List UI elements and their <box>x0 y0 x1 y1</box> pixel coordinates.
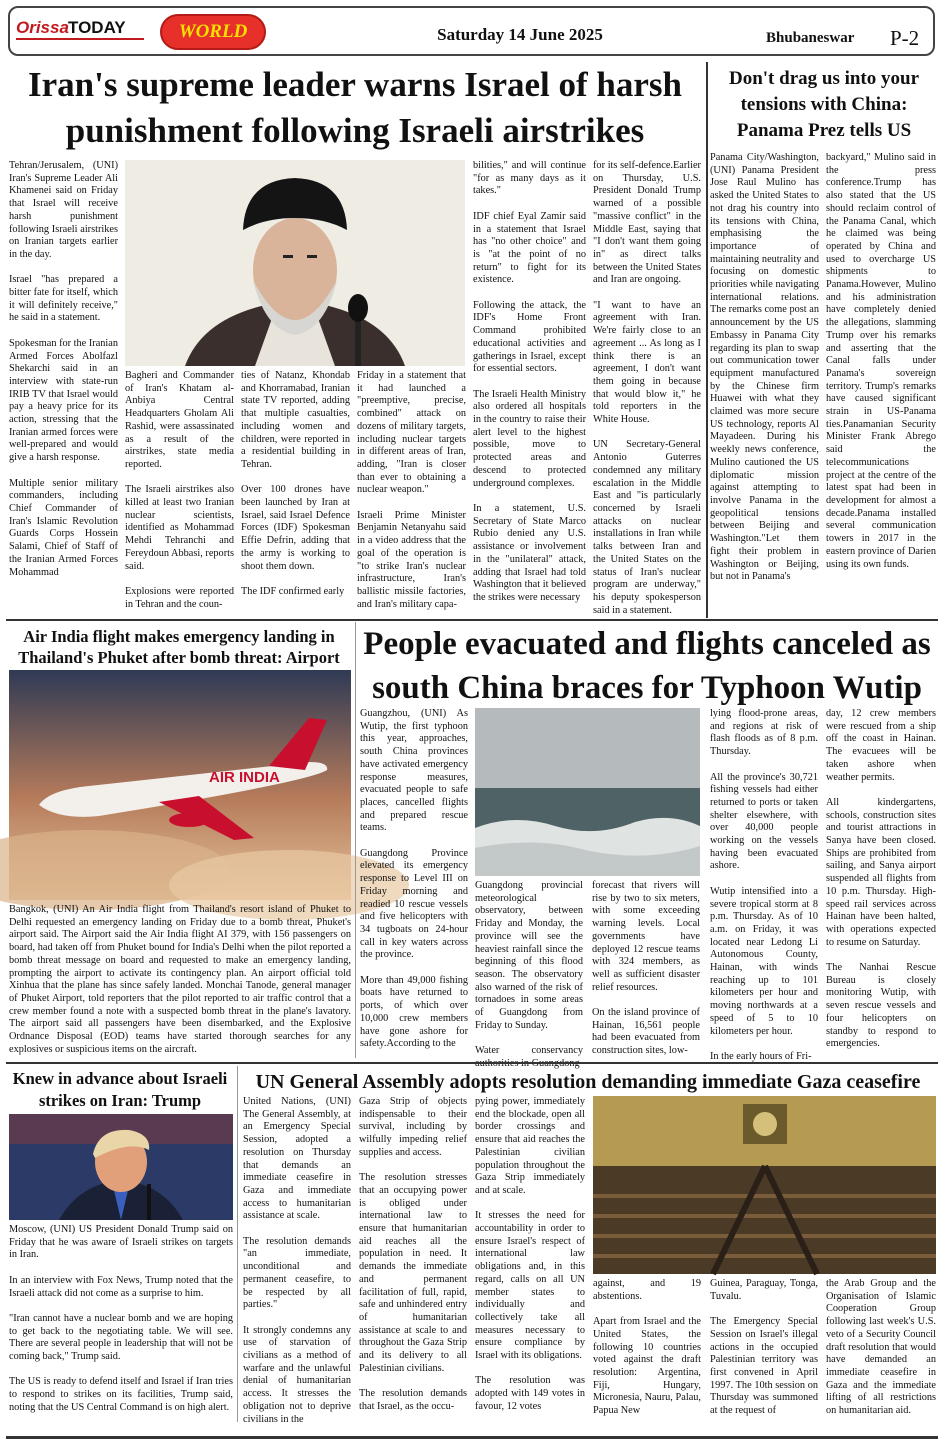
headline-air-india: Air India flight makes emergency landing in Thailand's Phuket after bomb threat: Airport <box>18 627 340 667</box>
article-iran-col2: Bagheri and Commander of Iran's Khatam al-Anbiya Central Headquarters Gholam Ali Rashid, were assassinated as a result of the airstrikes, state media reported. The Israeli airstrikes also killed at least two Iranian nuclear scientists, identified as Mohammad Mehdi Tehranchi and Fereydoun Abbasi, reports said. Explosions were reported in Tehran and the coun- <box>125 370 234 610</box>
article-iran-col1: Tehran/Jerusalem, (UNI) Iran's Supreme Leader Ali Khamenei said on Friday that Israel will receive harsh punishment following Israeli airstrikes on Iranian targets earlier in the day. Israel "has prepared a bitter fate for itself, which it will definitely receive," he said in a statement. Spokesman for the Iranian Armed Forces Abolfazl Shekarchi said in an interview with state-run IRIB TV that Israel would pay a heavy price for its action, stressing that the Iranian armed forces were well-prepared and would give a harsh response. Multiple senior military commanders, including Chief Commander of Iran's Islamic Revolution Guards Corps Hossein Salami, Chief of Staff of the Iranian Armed Forces Mohammad <box>9 160 118 578</box>
page-number: P-2 <box>890 26 920 50</box>
article-gaza-col1: United Nations, (UNI) The General Assembly, at an Emergency Special Session, adopted a resolution on Thursday that demands an immediate ceasefire in Gaza and immediate access to humanitarian assistance at scale. The resolution demands "an immediate, unconditional and permanent ceasefire, to be respected by all parties." It strongly condemns any use of starvation of civilians as a method of warfare and the unlawful denial of humanitarian access. It stresses the obligation not to deprive civilians in the <box>243 1096 351 1425</box>
article-gaza-col6: the Arab Group and the Organisation of Islamic Cooperation Group following last week's U.S. veto of a Security Council draft resolution that would have demanded an immediate ceasefire in Gaza and the immediate lifting of all restrictions on humanitarian aid. <box>826 1278 936 1417</box>
article-gaza-col4: against, and 19 abstentions. Apart from Israel and the United States, the following 10 countries voted against the draft resolution: Argentina, Fiji, Hungary, Micronesia, Nauru, Palau, Papua New <box>593 1278 701 1417</box>
section-rule <box>6 1062 938 1064</box>
section-rule <box>6 619 938 621</box>
air-india-photo <box>9 670 351 900</box>
article-typhoon-col5: day, 12 crew members were rescued from a ship off the coast in Hainan. The evacuees will be taken ashore when weather permits. All kindergartens, schools, construction sites and tourist attractions in Sanya have been closed. Ships are prohibited from sailing, and Sanya airport suspended all flights from 10 p.m. Thursday. High-speed rail services across Hainan have been halted, with operations expected to resume on Saturday. The Nanhai Rescue Bureau is closely monitoring Wutip, with seven rescue vessels and four helicopters on standby to respond to emergencies. <box>826 708 936 1050</box>
headline-panama: Don't drag us into your tensions with China: Panama Prez tells US <box>728 68 920 141</box>
typhoon-sea-photo <box>475 708 700 876</box>
article-gaza-col5: Guinea, Paraguay, Tonga, Tuvalu. The Emergency Special Session on Israel's illegal actions in the occupied Palestinian territory was first convened in April 1997. The 10th session on Thursday was summoned at the request of <box>710 1278 818 1417</box>
khamenei-photo <box>125 160 465 366</box>
air-india-livery-text: AIR INDIA <box>209 769 280 786</box>
article-trump-body: Moscow, (UNI) US President Donald Trump said on Friday that he was aware of Israeli strikes on targets in Iran. In an interview with Fox News, Trump noted that the Israeli attack did not come as a surprise to him. "Iran cannot have a nuclear bomb and we are hoping to get back to the negotiating table. We will see. There are several people in leadership that will not be coming back," Trump said. The US is ready to defend itself and Israel if Iran tries to respond to strikes on its facilities, Trump said, noting that the US Central Command is on high alert. <box>9 1224 233 1413</box>
article-iran-col4: Friday in a statement that it had launched a "preemptive, precise, combined" attack on dozens of military targets, including nuclear targets in different areas of Iran, adding, "Iran is closer than ever to obtaining a nuclear weapon." Israeli Prime Minister Benjamin Netanyahu said in a video address that the goal of the operation is "to strike Iran's nuclear infrastructure, Iran's ballistic missile factories, and Iran's military capa- <box>357 370 466 610</box>
footer-rule <box>6 1436 938 1439</box>
article-typhoon-col2: Guangdong provincial meteorological observatory, between Friday and Monday, the province will see the heaviest rainfall since the beginning of this flood season. The observatory also warned of the risk of tornadoes in some areas of Guangdong from Friday to Sunday. Water conservancy <box>475 880 583 1057</box>
headline-gaza: UN General Assembly adopts resolution demanding immediate Gaza ceasefire <box>255 1071 921 1093</box>
article-panama-col2: backyard," Mulino said in the press conference.Trump has also stated that the US should reclaim control of the Panama Canal, which he claimed was being operated by China and used to overcharge US shipments to Panama.However, Mulino and his administration have completely denied the allegations, slamming Trump over his remarks and asserting that the Canal falls under Panama's sovereign territory. Trump's remarks have caused significant strain in US-Panama ties.Panamanian Security Minister Frank Abrego said the telecommunications project at the centre of the latest spat had been in development for almost a decade.Panama installed several communication towers in 2017 in the eastern province of Darien using its own funds. <box>826 152 936 570</box>
column-rule <box>355 622 356 1058</box>
article-air-india-body: Bangkok, (UNI) An Air India flight from Thailand's resort island of Phuket to Delhi requested an emergency landing on Friday due to a bomb threat, Phuket's airport said. The Airport said the Air India flight AI 379, with 156 passengers on board, had taken off from Phuket bound for India's Delhi when the pilot reported a bomb threat message on board and requested to make an emergency landing, prompting the airport to activate its contingency plan. An airport official told Xinhua that the plane has since safely landed. Monchai Tanode, general manager of Phuket Airport, told reporters that the pilot reported to air traffic control that a crew member found a note with a suspected bomb threat in the plane's lavatory. The airport said all passengers have been disembarked, and the Explosive Ordnance Disposal (EOD) teams have started thorough searches for any explosives or suspicious items on the aircraft. <box>9 904 351 1055</box>
trump-photo <box>9 1114 233 1220</box>
article-iran-col5: bilities," and will continue "for as many days as it takes." IDF chief Eyal Zamir said in a statement that Israel has "no other choice" and is "at the point of no return" to fight for its existence. Following the attack, the IDF's Home Front Command prohibited educational activities and gatherings in Israel, except for essential sectors. The Israeli Health Ministry also ordered all hospitals in the country to raise their alert level to the highest possible, move to protected areas and descend to protected underground complexes. In a statement, U.S. Secretary of State Marco Rubio denied any U.S. assistance or involvement in the "unilateral" attack, adding that Israel had told Washington that it believed the strikes were necessary <box>473 160 586 603</box>
un-assembly-photo <box>593 1096 936 1274</box>
column-rule <box>706 62 708 618</box>
edition-city: Bhubaneswar <box>766 30 855 46</box>
article-gaza-col2: Gaza Strip of objects indispensable to their survival, including by wilfully impeding relief supplies and access. The resolution stresses that an occupying power is obliged under international law to ensure that humanitarian aid reaches all the population in need. It demands the immediate and permanent facilitation of full, rapid, safe and unhindered entry of humanitarian assistance at scale to and throughout the Gaza Strip and its delivery to all Palestinian civilians. The resolution demands that Israel, as the occu- <box>359 1096 467 1412</box>
article-typhoon-col1: Guangzhou, (UNI) As Wutip, the first typhoon this year, approaches, south China provinces have activated emergency response measures, evacuated people to safe places, cancelled flights and prepared rescue teams. Guangdong Province elevated its emergency response to Level III on Friday morning and readied 10 rescue vessels and five helicopters with 34 tugboats on 24-hour call in key waters across the province. More than 49,000 fishing boats have returned to ports, of which over 10,000 crew members have gone ashore for safety.According to the <box>360 708 468 1050</box>
article-panama-col1: Panama City/Washington, (UNI) Panama President Jose Raul Mulino has asked the United States to not drag his country into its tensions with China, emphasising the importance of maintaining neutrality and focusing on domestic priorities while navigating international relations. The remarks come post an announcement by the US Embassy in Panama City regarding its plan to swap out communication tower equipment manufactured by the Chinese firm Huawei with what they claimed was more secure US technology, reports Al Mayadeen. During his weekly news conference, Mulino cautioned the US diplomatic mission against attempting to involve Panama in the geopolitical tensions between Beijing and Washington."Let them fight their problem in Washington or Beijing, but not in Panama's <box>710 152 819 583</box>
issue-date: Saturday 14 June 2025 <box>437 25 603 44</box>
article-gaza-col3: pying power, immediately end the blockade, open all border crossings and ensure that aid reaches the Palestinian civilian population throughout the Gaza Strip immediately and at scale. It stresses the need for accountability in order to ensure Israel's respect of international law obligations and, in this regard, calls on all UN member states to individually and collectively take all measures necessary to ensure compliance by Israel with its obligations. The resolution was adopted with 149 votes in favour, 12 votes <box>475 1096 585 1412</box>
newspaper-logo: Orissa TODAY <box>16 18 148 44</box>
section-badge: WORLD <box>160 14 266 50</box>
article-typhoon-col3: forecast that rivers will rise by two to six meters, with some exceeding warning levels. Local governments have deployed 12 rescue teams with 324 members, as well as sufficient disaster relief resources. On the island province of Hainan, 16,561 people had been evacuated from construction sites, low- <box>592 880 700 1057</box>
article-iran-col6: for its self-defence.Earlier on Thursday, U.S. President Donald Trump warned of a possible "massive conflict" in the Middle East, saying that "I don't want them going in" as direct talks between the United States and Iran are ongoing. "I want to have an agreement with Iran. We're fairly close to an agreement ... As long as I think there is an agreement, I don't want them going in because that would blow it," he told reporters in the White House. UN Secretary-General Antonio Guterres condemned any military escalation in the Middle East and "is particularly concerned by Israeli attacks on nuclear installations in Iran while talks between Iran and the United States on the status of Iran's nuclear program are underway," his deputy spokesperson said in a statement. <box>593 160 701 616</box>
article-typhoon-col4: lying flood-prone areas, and regions at risk of flash floods as of 8 p.m. Thursday. All the province's 30,721 fishing vessels had either returned to ports or taken shelter elsewhere, with over 40,000 people working on the vessels having been evacuated ashore. Wutip intensified into a severe tropical storm at 8 p.m. Thursday. As of 10 a.m. on Friday, it was located near Ledong Li Autonomous County, Hainan, with winds reaching up to 101 kilometers per hour and moving northwards at a speed of 5 to 10 kilometers per hour. In the early hours of Fri- <box>710 708 818 1062</box>
headline-iran: Iran's supreme leader warns Israel of harsh punishment following Israeli airstrikes <box>28 65 682 150</box>
headline-typhoon: People evacuated and flights canceled as south China braces for Typhoon Wutip <box>363 626 931 706</box>
article-iran-col3: ties of Natanz, Khondab and Khorramabad, Iranian state TV reported, adding that multiple casualties, including women and children, were reported in a residential building in Tehran. Over 100 drones have been launched by Iran at Israel, said Israel Defence Forces (IDF) Spokesman Effie Defrin, adding that the army is working to shoot them down. The IDF confirmed early <box>241 370 350 597</box>
headline-trump: Knew in advance about Israeli strikes on Iran: Trump <box>12 1069 228 1110</box>
column-rule <box>237 1066 238 1422</box>
